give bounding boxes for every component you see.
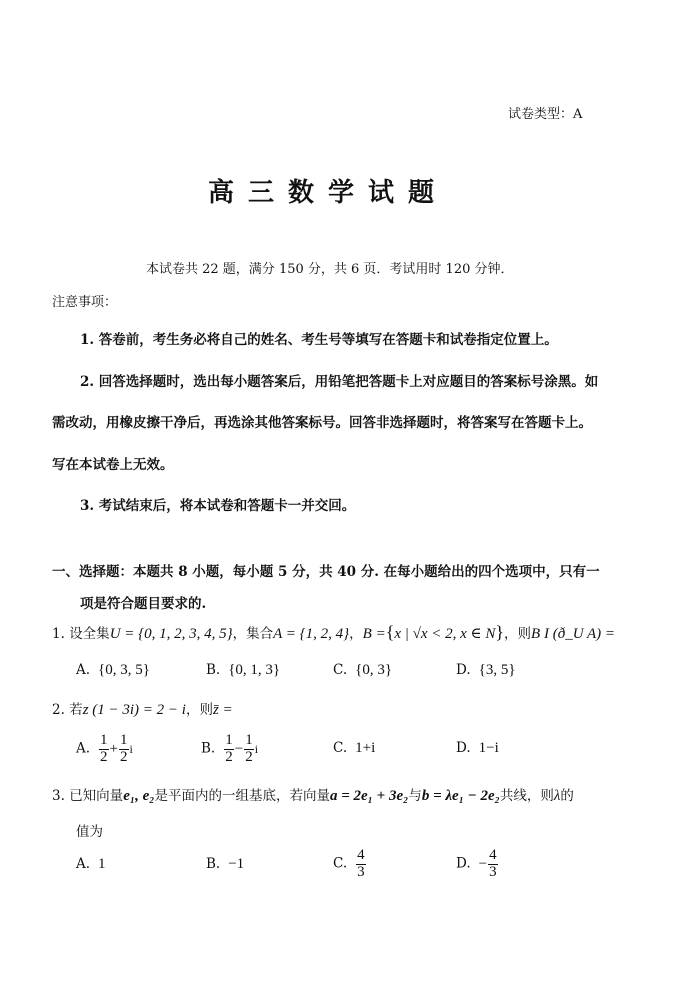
q1-set-u: U = {0, 1, 2, 3, 4, 5} xyxy=(109,626,233,642)
q3-text-a: 已知向量 xyxy=(69,788,124,804)
q1-brace-open: { xyxy=(385,622,395,642)
q2-expr2: z̄ = xyxy=(212,702,233,718)
question-3-stem xyxy=(52,784,574,805)
q2-text-a: 若 xyxy=(69,702,83,718)
q3-b-expr: b = λe₁ − 2e₂ xyxy=(421,788,500,804)
option-value-render: $\frac{4}{3}$ xyxy=(357,847,365,880)
question-1-stem xyxy=(52,622,615,643)
option-label: A. xyxy=(76,662,91,678)
q1-brace-close: } xyxy=(495,622,505,642)
option-value: −1 xyxy=(228,856,245,872)
option-value: {0, 3, 5} xyxy=(98,662,150,678)
note-item-2-line1: 2. 回答选择题时，选出每小题答案后，用铅笔把答题卡上对应题目的答案标号涂黑。如 xyxy=(80,374,599,390)
question-3-stem-line2: 值为 xyxy=(76,824,103,840)
question-2-stem xyxy=(52,698,233,719)
q2-text-b: ，则 xyxy=(185,702,213,718)
question-number: 3. xyxy=(52,788,65,804)
option-label: D. xyxy=(456,662,471,678)
paper-type: 试卷类型：A xyxy=(508,107,583,122)
q1-sep: ， xyxy=(349,626,363,642)
q3-option-d[interactable] xyxy=(456,848,499,881)
q3-option-b[interactable] xyxy=(206,856,244,873)
q1-option-b[interactable] xyxy=(206,662,280,679)
exam-info: 本试卷共 22 题，满分 150 分，共 6 页．考试用时 120 分钟． xyxy=(146,262,514,277)
q1-text-c: ，则 xyxy=(504,626,532,642)
option-label: C. xyxy=(333,662,348,678)
q1-text-a: 设全集 xyxy=(69,626,110,642)
option-label: D. xyxy=(456,855,471,872)
q1-set-b-lhs: B = xyxy=(362,626,386,642)
option-label: C. xyxy=(333,740,348,756)
note-item-2-line2: 需改动，用橡皮擦干净后，再选涂其他答案标号。回答非选择题时，将答案写在答题卡上。 xyxy=(52,415,592,431)
option-value: 1 xyxy=(98,856,106,872)
page-title: 高三数学试题 xyxy=(208,178,449,208)
q2-option-b[interactable] xyxy=(201,733,258,766)
q2-expr: z (1 − 3i) = 2 − i xyxy=(82,702,186,718)
option-label: B. xyxy=(206,856,221,872)
q3-text-b: 是平面内的一组基底，若向量 xyxy=(154,788,330,804)
option-value: {0, 3} xyxy=(355,662,393,678)
q3-text-d: 共线，则 xyxy=(499,788,554,804)
option-label: B. xyxy=(201,740,216,757)
note-item-3: 3. 考试结束后，将本试卷和答题卡一并交回。 xyxy=(80,498,356,514)
q3-vec: e₁, e₂ xyxy=(123,788,155,804)
section-heading-line2: 项是符合题目要求的. xyxy=(80,596,207,612)
section-heading-line1: 一、选择题：本题共 8 小题，每小题 5 分，共 40 分. 在每小题给出的四个选项中，只有一 xyxy=(52,564,600,580)
option-value-render: − $\frac{4}{3}$ xyxy=(478,847,497,880)
question-number: 2. xyxy=(52,702,65,718)
q2-option-d[interactable] xyxy=(456,740,499,757)
note-item-2-line3: 写在本试卷上无效。 xyxy=(52,457,174,473)
option-value-render: $\frac{1}{2}$ + $\frac{1}{2}$ i xyxy=(100,732,133,765)
q3-option-a[interactable] xyxy=(76,856,106,873)
option-label: B. xyxy=(206,662,221,678)
option-label: A. xyxy=(76,856,91,872)
option-value: {0, 1, 3} xyxy=(228,662,281,678)
note-item-1: 1. 答卷前，考生务必将自己的姓名、考生号等填写在答题卡和试卷指定位置上。 xyxy=(80,332,558,348)
q3-a-expr: a = 2e₁ + 3e₂ xyxy=(329,788,409,804)
question-number: 1. xyxy=(52,626,65,642)
option-label: D. xyxy=(456,740,471,756)
q1-option-c[interactable] xyxy=(333,662,392,679)
q1-expr: B I (ð_U A) = xyxy=(531,626,616,642)
notes-heading: 注意事项： xyxy=(52,295,118,310)
option-label: A. xyxy=(76,740,91,757)
q3-option-c[interactable] xyxy=(333,848,367,881)
q2-option-c[interactable] xyxy=(333,740,375,757)
q3-text-e: 的 xyxy=(560,788,574,804)
option-value-render: $\frac{1}{2}$ − $\frac{1}{2}$ i xyxy=(225,732,259,765)
q1-option-d[interactable] xyxy=(456,662,516,679)
q1-set-a: A = {1, 2, 4} xyxy=(273,626,350,642)
q1-text-b: ，集合 xyxy=(232,626,274,642)
option-label: C. xyxy=(333,855,348,872)
option-value: 1−i xyxy=(478,740,499,756)
q1-option-a[interactable] xyxy=(76,662,150,679)
q2-option-a[interactable] xyxy=(76,733,133,766)
q3-lambda: λ xyxy=(553,788,561,804)
q1-set-b-body: x | √x < 2, x ∈ N xyxy=(394,626,496,642)
option-value: 1+i xyxy=(355,740,376,756)
option-value: {3, 5} xyxy=(478,662,516,678)
q3-text-c: 与 xyxy=(408,788,422,804)
